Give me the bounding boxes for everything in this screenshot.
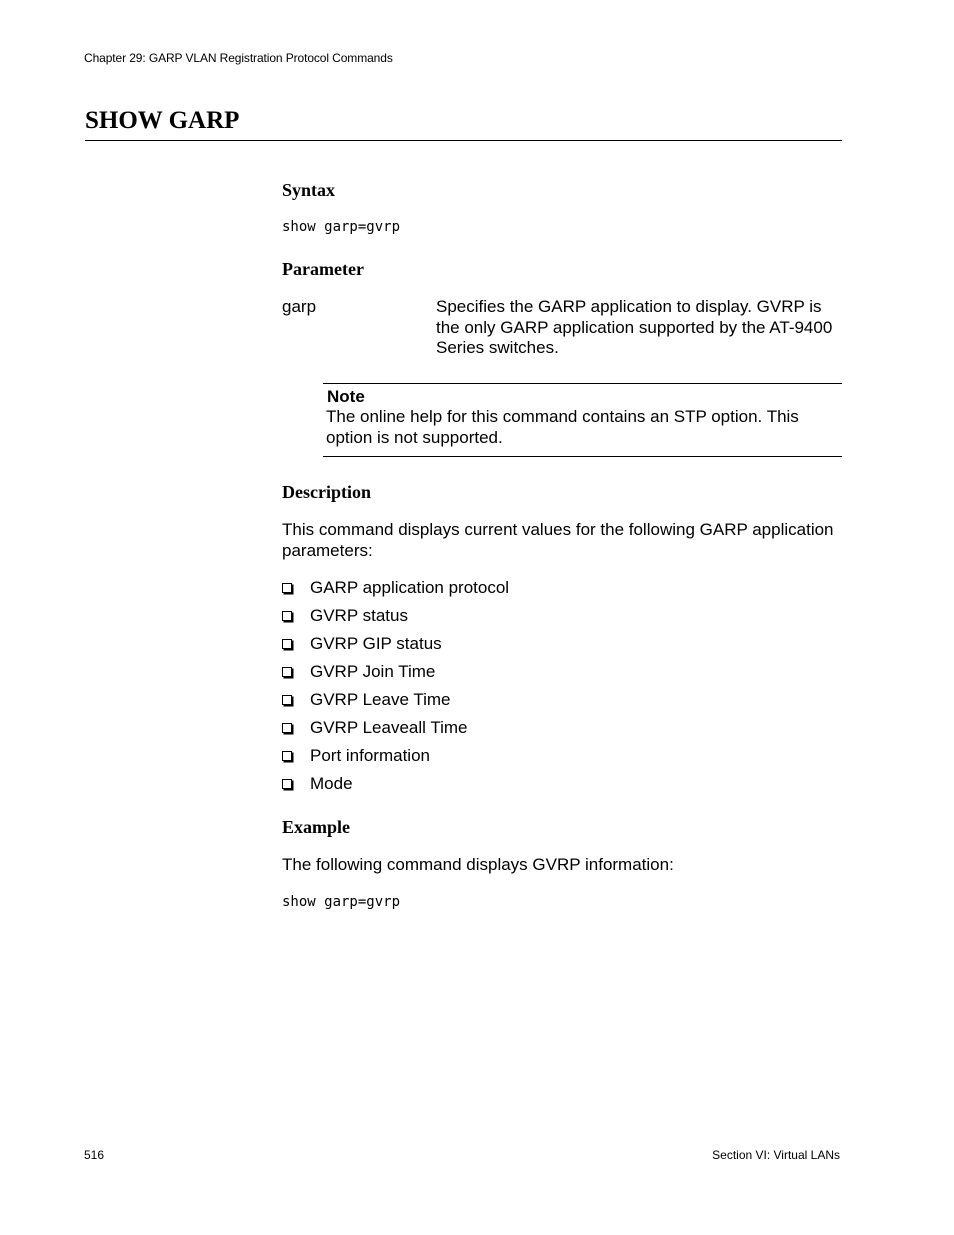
list-item-label: Mode [310,774,353,793]
note-box [323,383,842,457]
checkbox-bullet-icon [282,639,292,649]
list-item-label: GVRP Join Time [310,662,436,681]
example-heading: Example [282,817,351,837]
list-item-label: Port information [310,746,430,765]
title-rule [85,140,842,141]
running-head: Chapter 29: GARP VLAN Registration Protocol Commands [84,51,393,65]
example-intro: The following command displays GVRP information: [282,855,674,874]
syntax-command: show garp=gvrp [282,219,401,235]
page-number: 516 [84,1148,105,1162]
parameter-heading: Parameter [282,259,364,279]
description-intro: This command displays current values for the following GARP application parameters: [282,520,834,560]
list-item-label: GVRP Leave Time [310,690,451,709]
checkbox-bullet-icon [282,695,292,705]
list-item-label: GVRP status [310,606,408,625]
example-command: show garp=gvrp [282,894,401,910]
list-item-label: GVRP GIP status [310,634,442,653]
page-title: SHOW GARP [85,107,240,134]
footer-section-title: Section VI: Virtual LANs [712,1148,840,1162]
parameter-description: Specifies the GARP application to display. GVRP is the only GARP application supported by the AT-9400 Series switches. [436,297,833,357]
checkbox-bullet-icon [282,611,292,621]
list-item-label: GARP application protocol [310,578,510,597]
description-heading: Description [282,482,371,502]
syntax-heading: Syntax [282,180,336,200]
checkbox-bullet-icon [282,751,292,761]
parameter-name: garp [282,297,317,316]
note-label: Note [327,387,365,406]
checkbox-bullet-icon [282,667,292,677]
note-text: The online help for this command contains an STP option. This option is not supported. [326,407,799,447]
checkbox-bullet-icon [282,723,292,733]
list-item-label: GVRP Leaveall Time [310,718,468,737]
checkbox-bullet-icon [282,583,292,593]
checkbox-bullet-icon [282,779,292,789]
